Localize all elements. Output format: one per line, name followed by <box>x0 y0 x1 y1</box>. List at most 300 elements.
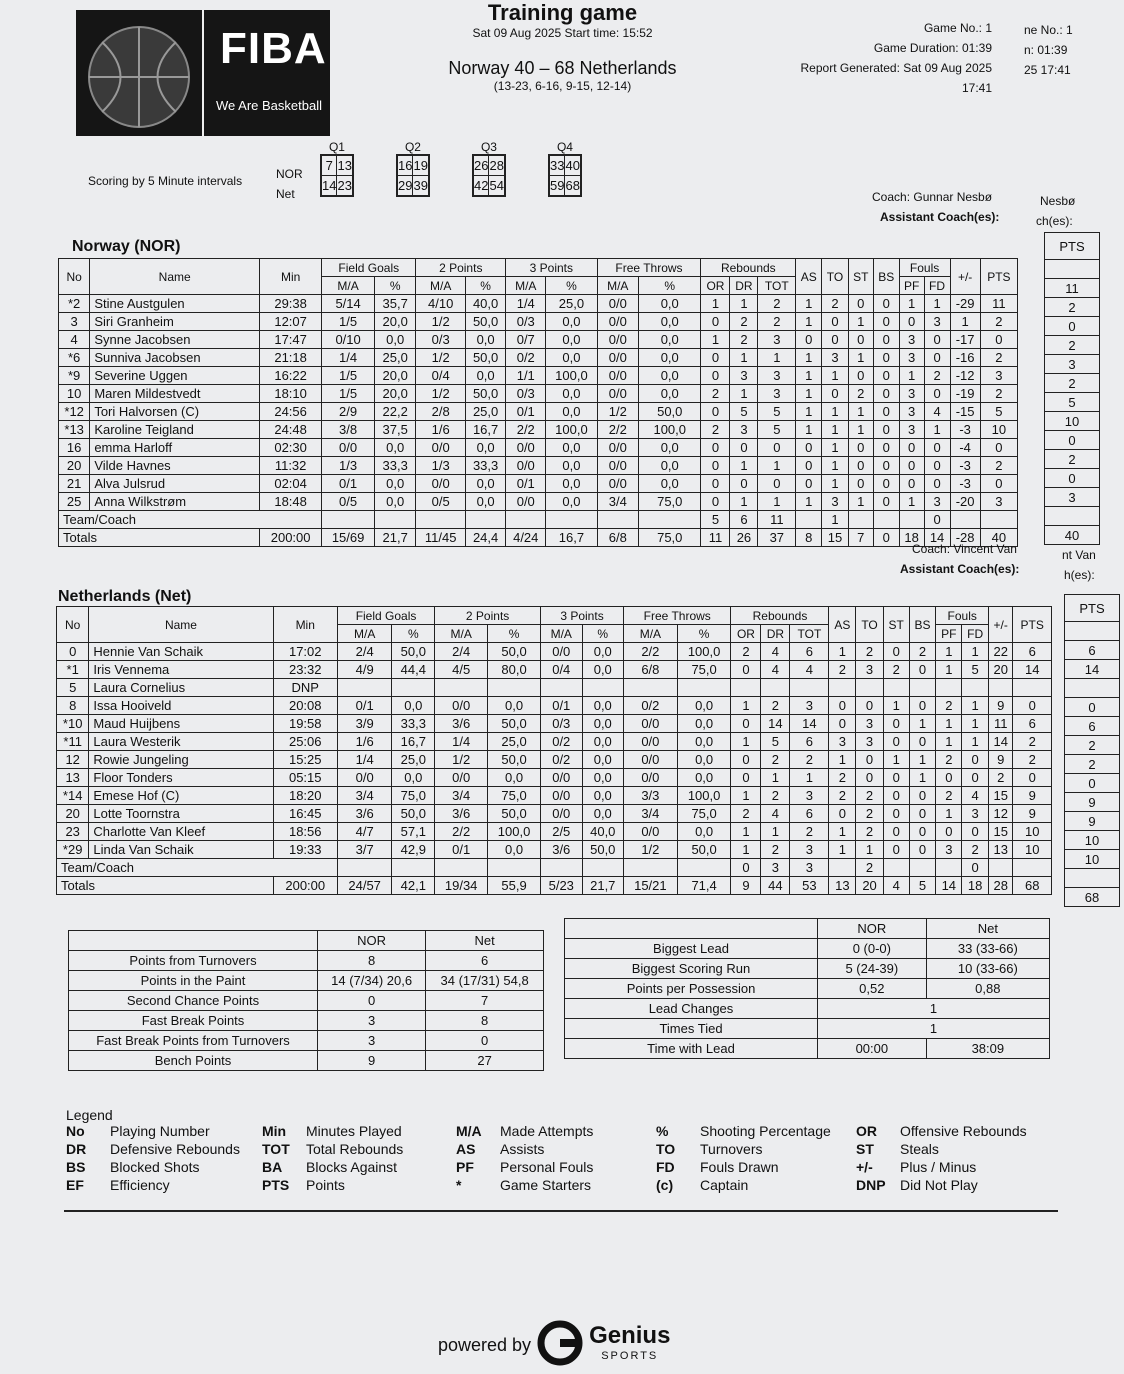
stat-cell: 0/0 <box>597 349 639 367</box>
stat-cell: 12 <box>989 805 1013 823</box>
stat-cell: 0 <box>883 715 909 733</box>
stat-cell: 25:06 <box>273 733 337 751</box>
summary-label: Fast Break Points <box>69 1011 318 1031</box>
col-ma: M/A <box>541 625 583 643</box>
side-pts: 0 <box>1045 317 1100 336</box>
player-name: emma Harloff <box>90 439 260 457</box>
stat-cell: 1 <box>883 751 909 769</box>
stat-cell: 0 <box>909 787 936 805</box>
stat-cell: 3 <box>899 331 924 349</box>
stat-cell: 2 <box>829 769 856 787</box>
stat-cell: 2 <box>936 787 962 805</box>
legend-abbr: BS <box>66 1159 86 1175</box>
stat-cell: 3/4 <box>624 805 678 823</box>
side-pts: 3 <box>1045 488 1100 507</box>
legend-item <box>656 1176 748 1194</box>
stat-cell <box>488 679 541 697</box>
stat-cell: 0/0 <box>597 457 639 475</box>
stat-cell: 0 <box>701 349 730 367</box>
stat-cell: 3/4 <box>435 787 488 805</box>
empty-cell <box>639 511 701 529</box>
total-cell: 7 <box>848 529 873 547</box>
stat-cell: 0,0 <box>546 493 597 511</box>
col-ft: Free Throws <box>597 259 701 277</box>
stat-cell: 1/5 <box>322 313 375 331</box>
stat-cell: DNP <box>273 679 337 697</box>
stat-cell: 18:20 <box>273 787 337 805</box>
interval-row <box>473 176 505 197</box>
stat-cell: 1 <box>731 841 761 859</box>
edge-nor-asst: ch(es): <box>1036 214 1073 228</box>
stat-cell: 1/4 <box>435 733 488 751</box>
player-row <box>59 493 1018 511</box>
stat-cell: 0,0 <box>546 349 597 367</box>
stat-cell: 0 <box>899 313 924 331</box>
summary-label: Points from Turnovers <box>69 951 318 971</box>
stat-cell: 0/1 <box>337 697 392 715</box>
quarter-label: Q3 <box>480 140 497 154</box>
stat-cell: 0,0 <box>677 751 731 769</box>
stat-cell: 3 <box>790 841 829 859</box>
stat-cell: 0,0 <box>639 367 701 385</box>
player-row <box>59 367 1018 385</box>
stat-cell: 23 <box>57 823 89 841</box>
header-row <box>59 259 1018 277</box>
total-cell: 71,4 <box>677 877 731 895</box>
legend-abbr: EF <box>66 1177 84 1193</box>
col-pct: % <box>639 277 701 295</box>
summary-left-table <box>68 930 544 1071</box>
stat-cell: 0,0 <box>582 751 624 769</box>
stat-cell: -4 <box>950 439 980 457</box>
stat-cell: 0/0 <box>337 769 392 787</box>
stat-cell: 0 <box>873 475 899 493</box>
stat-cell: 0 <box>848 457 873 475</box>
col-pf: PF <box>936 625 962 643</box>
stat-cell: 0 <box>883 643 909 661</box>
stat-cell: 0/0 <box>541 805 583 823</box>
stat-cell: 2 <box>761 787 790 805</box>
stat-cell: 0/0 <box>435 697 488 715</box>
stat-cell: 1 <box>822 421 849 439</box>
stat-cell: 0 <box>924 331 950 349</box>
player-name: Iris Vennema <box>89 661 273 679</box>
empty-cell <box>392 859 435 877</box>
team-stat: 0 <box>924 511 950 529</box>
legend-abbr: OR <box>856 1123 877 1139</box>
team-stat <box>848 511 873 529</box>
legend-abbr: +/- <box>856 1159 873 1175</box>
col-2p: 2 Points <box>416 259 506 277</box>
summary-value: 8 <box>426 1011 544 1031</box>
summary-value: 5 (24-39) <box>818 959 927 979</box>
stat-cell: 3 <box>758 367 796 385</box>
col-pm: +/- <box>950 259 980 295</box>
col-ma: M/A <box>435 625 488 643</box>
player-row <box>57 715 1052 733</box>
interval-row <box>321 176 353 197</box>
col-pct: % <box>392 625 435 643</box>
stat-cell: 2 <box>1013 733 1052 751</box>
edge-game-number: ne No.: 1 <box>1024 23 1073 37</box>
summary-value: 0 (0-0) <box>818 939 927 959</box>
stat-cell: 50,0 <box>639 403 701 421</box>
stat-cell: 1 <box>796 493 822 511</box>
stat-cell: 0,0 <box>466 331 506 349</box>
stat-cell: 0,0 <box>582 661 624 679</box>
side-pts: 10 <box>1065 831 1120 850</box>
col-fd: FD <box>924 277 950 295</box>
stat-cell: 2 <box>829 661 856 679</box>
player-name: Emese Hof (C) <box>89 787 273 805</box>
stat-cell: 2/4 <box>337 643 392 661</box>
stat-cell: 0,0 <box>582 643 624 661</box>
stat-cell: 0 <box>980 439 1017 457</box>
stat-cell: 0,0 <box>546 475 597 493</box>
stat-cell: 3/6 <box>435 715 488 733</box>
col-fg: Field Goals <box>337 607 434 625</box>
stat-cell: 1 <box>796 403 822 421</box>
legend-desc: Assists <box>500 1141 545 1157</box>
summary-col-nor: NOR <box>818 919 927 939</box>
stat-cell <box>582 679 624 697</box>
stat-cell: 0/0 <box>541 787 583 805</box>
stat-cell: 4/7 <box>337 823 392 841</box>
legend-abbr: AS <box>456 1141 476 1157</box>
stat-cell: 1 <box>936 715 962 733</box>
stat-cell: 0 <box>909 697 936 715</box>
side-row <box>1045 412 1100 431</box>
stat-cell: 0/7 <box>506 331 546 349</box>
stat-cell: 3/4 <box>597 493 639 511</box>
summary-header <box>565 919 1050 939</box>
stat-cell: 0 <box>1013 769 1052 787</box>
side-pts: 2 <box>1065 736 1120 755</box>
stat-cell: 1 <box>924 421 950 439</box>
stat-cell: 2 <box>856 805 884 823</box>
team-stat: 0 <box>962 859 989 877</box>
stat-cell: 100,0 <box>677 787 731 805</box>
nor-box-score <box>58 258 1018 547</box>
interval-quarter <box>472 140 506 197</box>
stat-cell: 0/3 <box>506 385 546 403</box>
total-cell: 53 <box>790 877 829 895</box>
player-name: Karoline Teigland <box>90 421 260 439</box>
net-box-score <box>56 606 1052 895</box>
side-row <box>1065 736 1120 755</box>
stat-cell: 1 <box>701 331 730 349</box>
legend-item <box>456 1158 593 1176</box>
interval-score: 59 <box>549 176 565 197</box>
team-stat <box>899 511 924 529</box>
stat-cell: 1 <box>761 769 790 787</box>
side-row <box>1065 793 1120 812</box>
stat-cell: 1 <box>856 841 884 859</box>
stat-cell: 2 <box>730 331 758 349</box>
col-min: Min <box>273 607 337 643</box>
stat-cell: 0 <box>701 439 730 457</box>
player-row <box>59 331 1018 349</box>
player-row <box>57 805 1052 823</box>
stat-cell: 4 <box>962 787 989 805</box>
stat-cell: 0 <box>909 823 936 841</box>
stat-cell: 0 <box>856 751 884 769</box>
side-row <box>1065 812 1120 831</box>
stat-cell: 5 <box>980 403 1017 421</box>
edge-duration: n: 01:39 <box>1024 43 1068 57</box>
legend-desc: Defensive Rebounds <box>110 1141 240 1157</box>
interval-score: 14 <box>321 176 337 197</box>
col-3p: 3 Points <box>506 259 597 277</box>
total-cell: 14 <box>936 877 962 895</box>
stat-cell: 3 <box>899 403 924 421</box>
stat-cell: 3 <box>829 733 856 751</box>
stat-cell: 20,0 <box>374 367 415 385</box>
stat-cell: 1 <box>950 313 980 331</box>
stat-cell: 0/3 <box>416 331 466 349</box>
stat-cell: -17 <box>950 331 980 349</box>
stat-cell: 12:07 <box>260 313 322 331</box>
stat-cell: 6 <box>790 643 829 661</box>
stat-cell: 25,0 <box>466 403 506 421</box>
stat-cell: 5 <box>758 421 796 439</box>
col-bs: BS <box>873 259 899 295</box>
col-pct: % <box>546 277 597 295</box>
stat-cell: 0,0 <box>582 733 624 751</box>
col-name: Name <box>89 607 273 643</box>
stat-cell: 2 <box>731 643 761 661</box>
side-row <box>1045 450 1100 469</box>
stat-cell: 4/9 <box>337 661 392 679</box>
stat-cell: 3 <box>899 385 924 403</box>
player-row <box>59 313 1018 331</box>
team-coach-label: Team/Coach <box>57 859 338 877</box>
stat-cell: 3/4 <box>337 787 392 805</box>
total-cell: 4/24 <box>506 529 546 547</box>
powered-by-footer <box>438 1320 670 1371</box>
stat-cell: 5 <box>57 679 89 697</box>
stat-cell: 0 <box>758 475 796 493</box>
stat-cell: 0 <box>848 439 873 457</box>
stat-cell <box>677 679 731 697</box>
stat-cell: 0 <box>924 349 950 367</box>
player-name: Linda Van Schaik <box>89 841 273 859</box>
stat-cell: 25,0 <box>546 295 597 313</box>
stat-cell: 1 <box>829 841 856 859</box>
interval-quarter <box>320 140 354 197</box>
stat-cell: 3 <box>856 661 884 679</box>
side-pts: 0 <box>1045 431 1100 450</box>
stat-cell: 75,0 <box>392 787 435 805</box>
stat-cell: 2 <box>980 349 1017 367</box>
stat-cell: 0/0 <box>624 733 678 751</box>
stat-cell: 20 <box>57 805 89 823</box>
legend-desc: Turnovers <box>700 1141 763 1157</box>
col-pct: % <box>582 625 624 643</box>
stat-cell: 2 <box>924 367 950 385</box>
stat-cell: 0 <box>936 823 962 841</box>
stat-cell: 25,0 <box>488 733 541 751</box>
stat-cell: 0 <box>701 313 730 331</box>
edge-report: 25 17:41 <box>1024 63 1071 77</box>
col-or: OR <box>701 277 730 295</box>
total-cell: 21,7 <box>582 877 624 895</box>
interval-score: 28 <box>489 155 505 176</box>
stat-cell: 1 <box>822 475 849 493</box>
stat-cell: 1/2 <box>416 349 466 367</box>
empty-cell <box>989 859 1013 877</box>
stat-cell: 3 <box>856 715 884 733</box>
stat-cell: 0 <box>899 457 924 475</box>
legend-abbr: % <box>656 1123 669 1139</box>
stat-cell: 13 <box>57 769 89 787</box>
stat-cell: 57,1 <box>392 823 435 841</box>
stat-cell: 1/6 <box>416 421 466 439</box>
stat-cell: 0,0 <box>546 385 597 403</box>
totals-row <box>59 529 1018 547</box>
stat-cell: 9 <box>989 751 1013 769</box>
stat-cell: 50,0 <box>488 805 541 823</box>
stat-cell: -3 <box>950 421 980 439</box>
team-stat <box>936 859 962 877</box>
stat-cell: 0/0 <box>597 313 639 331</box>
stat-cell: *29 <box>57 841 89 859</box>
stat-cell: 1 <box>848 421 873 439</box>
player-row <box>59 421 1018 439</box>
stat-cell: 0/0 <box>597 295 639 313</box>
col-2p: 2 Points <box>435 607 541 625</box>
col-to: TO <box>856 607 884 643</box>
stat-cell: 1 <box>758 349 796 367</box>
stat-cell: 37,5 <box>374 421 415 439</box>
stat-cell: 0/2 <box>541 751 583 769</box>
summary-value: 38:09 <box>926 1039 1049 1059</box>
summary-label: Bench Points <box>69 1051 318 1071</box>
col-bs: BS <box>909 607 936 643</box>
player-row <box>57 823 1052 841</box>
legend-abbr: BA <box>262 1159 283 1175</box>
side-pts: 2 <box>1045 336 1100 355</box>
stat-cell: 1/4 <box>322 349 375 367</box>
stat-cell: 0 <box>899 439 924 457</box>
stat-cell: 3/6 <box>435 805 488 823</box>
stat-cell: 1/5 <box>322 385 375 403</box>
side-pts <box>1065 869 1120 888</box>
legend-desc: Blocked Shots <box>110 1159 200 1175</box>
legend-abbr: TO <box>656 1141 676 1157</box>
player-name: Laura Cornelius <box>89 679 273 697</box>
stat-cell: 3/8 <box>322 421 375 439</box>
stat-cell: 1 <box>848 403 873 421</box>
stat-cell: 16,7 <box>466 421 506 439</box>
stat-cell: 0 <box>731 715 761 733</box>
stat-cell: 0 <box>796 439 822 457</box>
stat-cell: 0 <box>873 295 899 313</box>
legend-abbr: PTS <box>262 1177 290 1193</box>
side-pts-header: PTS <box>1065 595 1120 622</box>
stat-cell: 0/4 <box>416 367 466 385</box>
stat-cell: 100,0 <box>639 421 701 439</box>
side-row <box>1045 374 1100 393</box>
stat-cell: 0 <box>873 331 899 349</box>
side-spacer <box>1045 260 1100 279</box>
summary-value: 10 (33-66) <box>926 959 1049 979</box>
divider-line <box>64 1210 1058 1212</box>
stat-cell <box>392 679 435 697</box>
interval-score: 33 <box>549 155 565 176</box>
stat-cell: 1 <box>730 493 758 511</box>
stat-cell <box>962 679 989 697</box>
interval-box <box>320 154 354 197</box>
stat-cell: 0,0 <box>488 697 541 715</box>
player-name: Lotte Toornstra <box>89 805 273 823</box>
stat-cell: 0,0 <box>488 769 541 787</box>
stat-cell: 1 <box>758 457 796 475</box>
total-cell: -28 <box>950 529 980 547</box>
legend-item <box>262 1176 345 1194</box>
side-pts: 2 <box>1045 450 1100 469</box>
stat-cell: 0 <box>829 697 856 715</box>
fiba-tagline: We Are Basketball <box>216 98 322 113</box>
stat-cell: 4 <box>761 643 790 661</box>
stat-cell: 0/0 <box>624 715 678 733</box>
stat-cell: *13 <box>59 421 90 439</box>
side-row <box>1065 869 1120 888</box>
side-row <box>1045 393 1100 412</box>
stat-cell: 50,0 <box>488 751 541 769</box>
stat-cell: 0 <box>829 805 856 823</box>
summary-value: 3 <box>318 1011 426 1031</box>
summary-row <box>69 1031 544 1051</box>
summary-col-net: Net <box>426 931 544 951</box>
empty-cell <box>677 859 731 877</box>
stat-cell: 0 <box>883 841 909 859</box>
stat-cell: 11 <box>989 715 1013 733</box>
stat-cell: -29 <box>950 295 980 313</box>
stat-cell: 0 <box>848 367 873 385</box>
legend-desc: Made Attempts <box>500 1123 594 1139</box>
stat-cell: 35,7 <box>374 295 415 313</box>
stat-cell: 40,0 <box>582 823 624 841</box>
edge-net-coach: nt Van <box>1062 548 1096 562</box>
player-name: Vilde Havnes <box>90 457 260 475</box>
stat-cell: 2 <box>701 421 730 439</box>
stat-cell: 0,0 <box>582 715 624 733</box>
stat-cell: 0/0 <box>624 769 678 787</box>
player-name: Siri Granheim <box>90 313 260 331</box>
stat-cell: 0 <box>731 751 761 769</box>
interval-score: 7 <box>321 155 337 176</box>
stat-cell: 1 <box>909 715 936 733</box>
stat-cell: 0,0 <box>546 457 597 475</box>
stat-cell: 1/4 <box>506 295 546 313</box>
side-pts: 10 <box>1045 412 1100 431</box>
total-cell: 20 <box>856 877 884 895</box>
side-pts: 2 <box>1045 298 1100 317</box>
col-pts: PTS <box>1013 607 1052 643</box>
player-row <box>57 787 1052 805</box>
summary-row <box>565 1039 1050 1059</box>
empty-cell <box>950 511 980 529</box>
stat-cell: 2 <box>856 823 884 841</box>
stat-cell: 0 <box>856 697 884 715</box>
nor-team-title: Norway (NOR) <box>72 238 181 255</box>
summary-value: 34 (17/31) 54,8 <box>426 971 544 991</box>
summary-value: 14 (7/34) 20,6 <box>318 971 426 991</box>
stat-cell: 0,0 <box>639 439 701 457</box>
side-row <box>1045 279 1100 298</box>
stat-cell: 2 <box>758 313 796 331</box>
